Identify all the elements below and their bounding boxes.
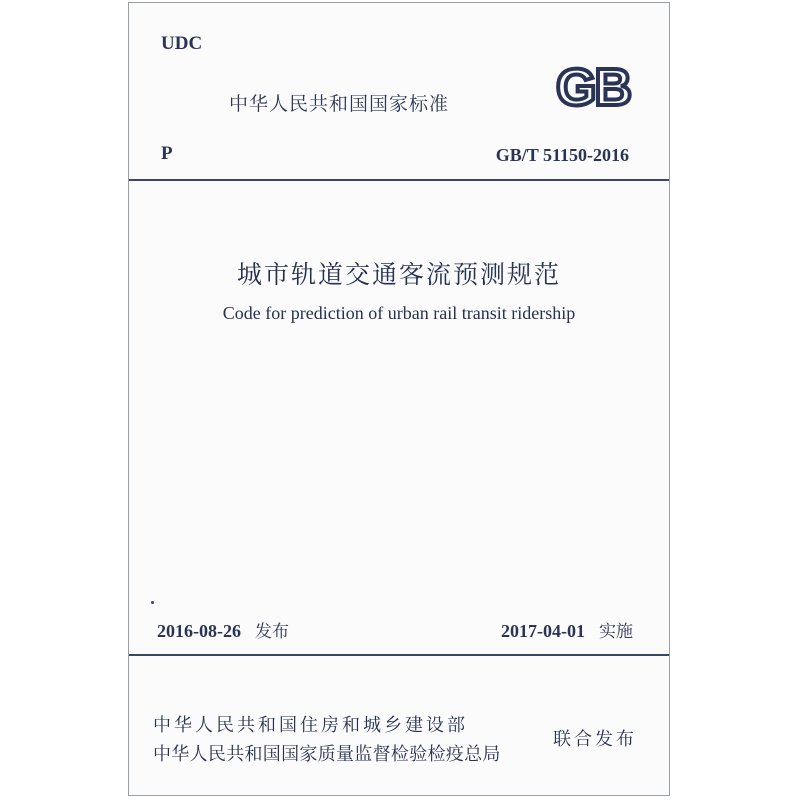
implementation-date: [501, 617, 633, 642]
publisher-line-2: 中华人民共和国国家质量监督检验检疫总局: [153, 744, 501, 765]
issue-date: [157, 617, 289, 642]
joint-issue-label: 联合发布: [553, 729, 637, 750]
publisher-line-1: 中华人民共和国住房和城乡建设部: [153, 715, 468, 736]
header-divider: [129, 179, 669, 181]
title-english: Code for prediction of urban rail transit ridership: [222, 303, 576, 323]
standard-number: GB/T 51150-2016: [495, 145, 629, 165]
issue-date-value: 2016-08-26: [157, 621, 241, 641]
classification-code: P: [161, 143, 173, 164]
implementation-date-label: 实施: [599, 622, 633, 642]
dot-mark: [151, 601, 154, 604]
standard-cover: [128, 2, 670, 796]
footer-divider: [129, 654, 669, 656]
title-chinese: 城市轨道交通客流预测规范: [236, 260, 561, 289]
gb-logo: [543, 61, 643, 111]
implementation-date-value: 2017-04-01: [501, 621, 585, 641]
issuer-title: 中华人民共和国国家标准: [229, 93, 450, 115]
udc-label: UDC: [161, 33, 203, 54]
issue-date-label: 发布: [255, 622, 289, 642]
gb-logo-text: GB: [556, 61, 630, 111]
